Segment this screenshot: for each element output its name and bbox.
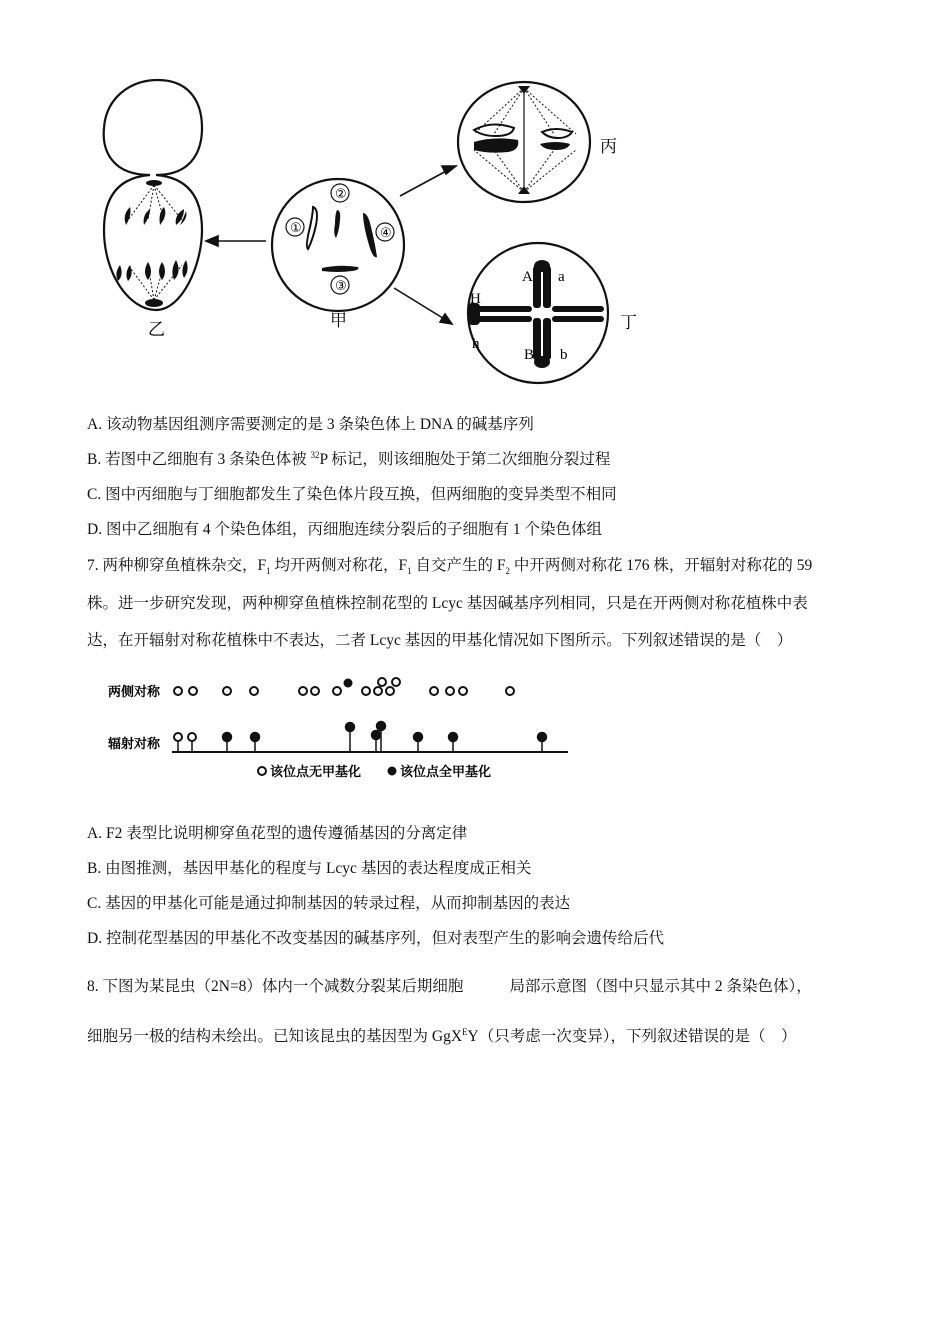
site-open <box>188 733 196 741</box>
q7-option-c: C. 基因的甲基化可能是通过抑制基因的转录过程，从而抑制基因的表达 <box>87 895 571 912</box>
site-filled <box>346 723 355 732</box>
row-label-bilateral: 两侧对称 <box>108 685 161 700</box>
q8-l2-sup: E <box>462 1026 468 1037</box>
site-open <box>174 733 182 741</box>
bilateral-sites <box>174 678 514 695</box>
site-filled <box>449 733 458 742</box>
cell-jia <box>272 179 404 331</box>
site-filled <box>372 731 381 740</box>
q8-stem-line2 <box>87 1027 796 1047</box>
chromosome-number-2: ② <box>335 187 347 202</box>
site-filled <box>251 733 260 742</box>
site-open <box>189 687 197 695</box>
q8-l1-a: 8. 下图为某昆虫（2N=8）体内一个减数分裂某后期细胞 <box>87 978 464 995</box>
site-filled <box>414 733 423 742</box>
site-open <box>299 687 307 695</box>
q6-option-a: A. 该动物基因组测序需要测定的是 3 条染色体上 DNA 的碱基序列 <box>87 416 534 433</box>
gene-b: b <box>560 347 568 363</box>
site-open <box>333 687 341 695</box>
site-open <box>174 687 182 695</box>
site-open <box>250 687 258 695</box>
q7-stem-line3: 达，在开辐射对称花植株中不表达，二者 Lcyc 基因的甲基化情况如下图所示。下列叙述错误的是（ ） <box>87 632 793 649</box>
q8-stem-line1 <box>87 977 812 997</box>
site-filled <box>223 733 232 742</box>
site-open <box>378 678 386 686</box>
gene-A: A <box>522 269 533 285</box>
label-ding: 丁 <box>620 313 637 333</box>
q7-l1-sub3: 2 <box>505 566 510 577</box>
site-open <box>386 687 394 695</box>
label-jia: 甲 <box>330 311 347 331</box>
q7-stem-line2: 株。进一步研究发现，两种柳穿鱼植株控制花型的 Lcyc 基因碱基序列相同，只是在开两侧对称花植株中表 <box>87 595 808 612</box>
q6-option-c: C. 图中丙细胞与丁细胞都发生了染色体片段互换，但两细胞的变异类型不相同 <box>87 486 617 503</box>
site-open <box>374 687 382 695</box>
label-yi: 乙 <box>148 320 165 340</box>
arrow-to-yi <box>206 236 266 246</box>
arrow-to-bing <box>400 166 456 196</box>
cell-bing <box>458 82 617 202</box>
site-filled <box>344 679 353 688</box>
site-filled <box>538 733 547 742</box>
legend-open-icon <box>258 767 266 775</box>
site-open <box>223 687 231 695</box>
q7-l1-a: 7. 两种柳穿鱼植株杂交，F <box>87 557 267 574</box>
q7-l1-c: 自交产生的 F <box>411 557 506 574</box>
q7-option-a: A. F2 表型比说明柳穿鱼花型的遗传遵循基因的分离定律 <box>87 825 468 842</box>
gene-H: H <box>470 291 481 307</box>
legend-open-text: 该位点无甲基化 <box>270 765 362 780</box>
q6-option-b-text2: P 标记，则该细胞处于第二次细胞分裂过程 <box>319 451 611 468</box>
cell-division-figure <box>90 70 650 400</box>
row-label-radial: 辐射对称 <box>108 737 161 752</box>
q7-option-d: D. 控制花型基因的甲基化不改变基因的碱基序列，但对表型产生的影响会遗传给后代 <box>87 930 664 947</box>
q7-stem-line1 <box>87 556 812 576</box>
cell-ding <box>468 243 637 383</box>
site-open <box>392 678 400 686</box>
legend-filled-text: 该位点全甲基化 <box>400 765 492 780</box>
q8-l2-a: 细胞另一极的结构未绘出。已知该昆虫的基因型为 GgX <box>87 1028 463 1045</box>
gene-a: a <box>558 269 565 285</box>
q8-l1-b: 局部示意图（图中只显示其中 2 条染色体）， <box>509 978 812 995</box>
q7-l1-sub1: 1 <box>266 566 271 577</box>
site-open <box>311 687 319 695</box>
q7-l1-sub2: 1 <box>407 566 412 577</box>
q8-l2-b: Y（只考虑一次变异），下列叙述错误的是（ ） <box>467 1028 797 1045</box>
q7-l1-b: 均开两侧对称花，F <box>270 557 408 574</box>
chromosome-number-3: ③ <box>335 279 347 294</box>
q7-l1-d: 中开两侧对称花 176 株，开辐射对称花的 59 <box>510 557 813 574</box>
site-open <box>506 687 514 695</box>
site-open <box>459 687 467 695</box>
gene-B: B <box>524 347 535 363</box>
cell-yi <box>104 80 202 340</box>
site-open <box>430 687 438 695</box>
q6-option-d: D. 图中乙细胞有 4 个染色体组，丙细胞连续分裂后的子细胞有 1 个染色体组 <box>87 521 602 538</box>
q7-option-b: B. 由图推测，基因甲基化的程度与 Lcyc 基因的表达程度成正相关 <box>87 860 532 877</box>
q6-option-b-sup: 32 <box>310 449 320 460</box>
legend-filled-icon <box>388 767 397 776</box>
arrow-to-ding <box>394 288 452 324</box>
chromosome-number-4: ④ <box>380 226 392 241</box>
gene-h: h <box>472 336 480 352</box>
site-open <box>446 687 454 695</box>
radial-sites <box>174 722 547 753</box>
site-filled <box>377 722 386 731</box>
label-bing: 丙 <box>600 137 617 157</box>
site-open <box>362 687 370 695</box>
methylation-figure <box>100 672 580 787</box>
chromosome-number-1: ① <box>290 221 302 236</box>
q6-option-b-text1: B. 若图中乙细胞有 3 条染色体被 <box>87 451 311 468</box>
q6-option-b <box>87 450 610 470</box>
